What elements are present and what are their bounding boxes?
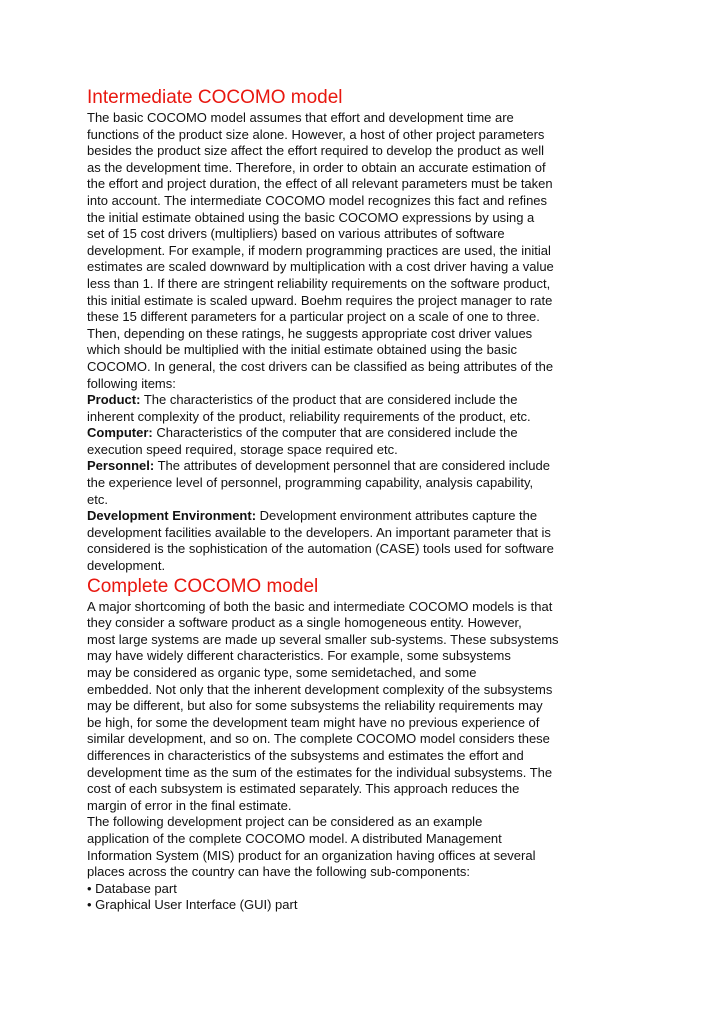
product-line-1: [87, 392, 622, 409]
text-line: development time as the sum of the estimates for the individual subsystems. The: [87, 764, 553, 780]
computer-label: Computer:: [87, 425, 153, 441]
text-line: into account. The intermediate COCOMO model recognizes this fact and refines: [87, 192, 548, 208]
bullet-item: • Database part: [87, 880, 177, 896]
environment-line-4: development.: [87, 558, 166, 574]
text-line: places across the country can have the following sub-components:: [87, 864, 470, 880]
text-line: margin of error in the final estimate.: [87, 797, 292, 813]
product-text: The characteristics of the product that are considered include the: [140, 392, 518, 408]
cost-driver-development-environment: [87, 508, 622, 574]
computer-line-2: execution speed required, storage space required etc.: [87, 441, 398, 457]
text-line: this initial estimate is scaled upward. Boehm requires the project manager to rate: [87, 292, 553, 308]
environment-line-3: considered is the sophistication of the automation (CASE) tools used for software: [87, 541, 554, 557]
text-line: A major shortcoming of both the basic and intermediate COCOMO models is that: [87, 598, 553, 614]
text-line: Information System (MIS) product for an organization having offices at several: [87, 847, 536, 863]
text-line: may be considered as organic type, some semidetached, and some: [87, 665, 477, 680]
personnel-line-1: [87, 458, 622, 475]
text-line: embedded. Not only that the inherent development complexity of the subsystems: [87, 681, 553, 697]
environment-line-2: development facilities available to the developers. An important parameter that is: [87, 524, 551, 540]
text-line: the effort and project duration, the effect of all relevant parameters must be taken: [87, 176, 553, 192]
text-line: estimates are scaled downward by multiplication with a cost driver having a value: [87, 259, 554, 275]
text-line: besides the product size affect the effort required to develop the product as well: [87, 143, 544, 159]
text-line: COCOMO. In general, the cost drivers can be classified as being attributes of the: [87, 358, 554, 374]
text-line: similar development, and so on. The complete COCOMO model considers these: [87, 731, 550, 747]
computer-text: Characteristics of the computer that are considered include the: [152, 425, 518, 441]
text-line: The basic COCOMO model assumes that effort and development time are: [87, 110, 514, 125]
text-line: following items:: [87, 375, 176, 391]
text-line: Then, depending on these ratings, he suggests appropriate cost driver values: [87, 325, 533, 341]
text-line: functions of the product size alone. However, a host of other project parameters: [87, 126, 545, 142]
complete-cocomo-paragraph: [87, 599, 622, 914]
text-line: development. For example, if modern programming practices are used, the initial: [87, 242, 551, 258]
text-line: these 15 different parameters for a particular project on a scale of one to three.: [87, 309, 540, 325]
intermediate-cocomo-paragraph: [87, 110, 622, 392]
text-line: less than 1. If there are stringent reliability requirements on the software product,: [87, 275, 551, 291]
personnel-line-3: etc.: [87, 491, 108, 507]
personnel-text: The attributes of development personnel that are considered include: [154, 458, 550, 474]
text-line: which should be multiplied with the initial estimate obtained using the basic: [87, 342, 517, 358]
text-line: differences in characteristics of the subsystems and estimates the effort and: [87, 747, 524, 763]
personnel-line-2: the experience level of personnel, programming capability, analysis capability,: [87, 475, 534, 491]
section-heading-intermediate-cocomo: Intermediate COCOMO model: [87, 87, 343, 108]
environment-label: Development Environment:: [87, 508, 257, 524]
document-page: [87, 86, 622, 914]
personnel-label: Personnel:: [87, 458, 155, 474]
product-line-2: inherent complexity of the product, reliability requirements of the product, etc.: [87, 408, 531, 424]
cost-driver-product: [87, 392, 622, 425]
product-label: Product:: [87, 392, 141, 408]
text-line: The following development project can be considered as an example: [87, 814, 483, 830]
cost-driver-computer: [87, 425, 622, 458]
text-line: may have widely different characteristics. For example, some subsystems: [87, 648, 511, 664]
section-heading-complete-cocomo: Complete COCOMO model: [87, 575, 319, 597]
text-line: be high, for some the development team might have no previous experience of: [87, 714, 540, 730]
text-line: most large systems are made up several smaller sub-systems. These subsystems: [87, 631, 559, 647]
text-line: application of the complete COCOMO model. A distributed Management: [87, 830, 502, 846]
environment-text: Development environment attributes capture the: [256, 508, 538, 524]
cost-driver-personnel: [87, 458, 622, 508]
text-line: as the development time. Therefore, in order to obtain an accurate estimation of: [87, 159, 546, 175]
text-line: the initial estimate obtained using the basic COCOMO expressions by using a: [87, 209, 535, 225]
text-line: cost of each subsystem is estimated separately. This approach reduces the: [87, 781, 520, 797]
environment-line-1: [87, 508, 622, 525]
text-line: they consider a software product as a single homogeneous entity. However,: [87, 615, 522, 631]
computer-line-1: [87, 425, 622, 442]
bullet-item: • Graphical User Interface (GUI) part: [87, 897, 298, 913]
text-line: set of 15 cost drivers (multipliers) based on various attributes of software: [87, 226, 505, 242]
text-line: may be different, but also for some subsystems the reliability requirements may: [87, 698, 543, 714]
